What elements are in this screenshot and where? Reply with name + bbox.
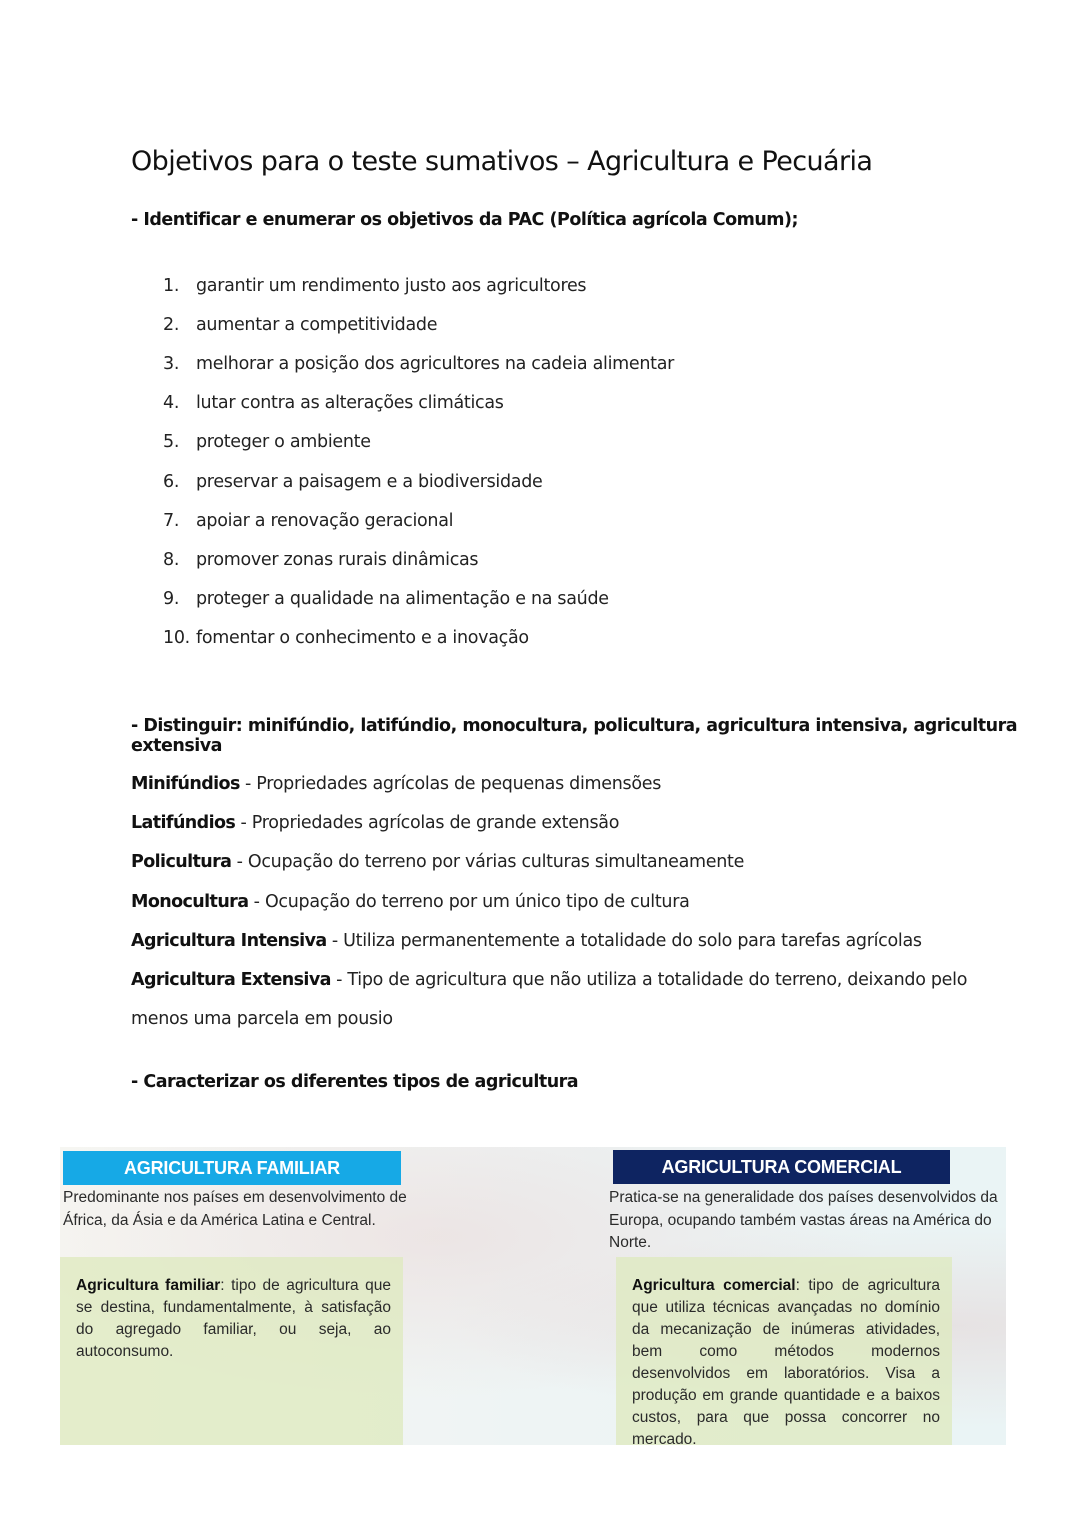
definition-text: - Propriedades agrícolas de grande extensão — [235, 813, 620, 834]
definition-text: - Ocupação do terreno por um único tipo de cultura — [248, 891, 690, 912]
distinguir-heading: - Distinguir: minifúndio, latifúndio, monocultura, policultura, agricultura intensiva, agricultura extensiva — [131, 716, 1018, 756]
definition-item — [131, 961, 1021, 1039]
item-text: promover zonas rurais dinâmicas — [196, 549, 479, 570]
pac-objectives-heading: - Identificar e enumerar os objetivos da PAC (Política agrícola Comum); — [131, 210, 799, 230]
item-text: apoiar a renovação geracional — [196, 510, 454, 531]
list-item — [163, 384, 674, 423]
item-number: 1. — [163, 275, 180, 296]
list-item — [163, 423, 674, 462]
item-text: garantir um rendimento justo aos agricultores — [196, 275, 587, 296]
list-item — [163, 580, 674, 619]
familiar-term: Agricultura familiar — [76, 1277, 221, 1294]
item-number: 7. — [163, 510, 180, 531]
definition-term: Latifúndios — [131, 813, 236, 834]
familiar-definition-box — [60, 1257, 403, 1445]
list-item — [163, 344, 674, 383]
familiar-subtitle: Predominante nos países em desenvolvimento de África, da Ásia e da América Latina e Central. — [63, 1189, 407, 1229]
familiar-definition: : tipo de agricultura que se destina, fundamentalmente, à satisfação do agregado familiar, ou seja, ao autoconsumo. — [76, 1277, 391, 1360]
definition-term: Agricultura Extensiva — [131, 970, 331, 991]
comercial-subtitle: Pratica-se na generalidade dos países desenvolvidos da Europa, ocupando também vastas áreas na América do Norte. — [609, 1189, 998, 1251]
definition-term: Monocultura — [131, 891, 249, 912]
definition-text: - Propriedades agrícolas de pequenas dimensões — [239, 774, 662, 794]
definitions-list — [131, 765, 1021, 1039]
familiar-header: AGRICULTURA FAMILIAR — [63, 1151, 401, 1185]
list-item — [163, 462, 674, 501]
definition-item — [131, 765, 1021, 804]
item-number: 6. — [163, 471, 180, 492]
definition-term: Minifúndios — [131, 774, 240, 794]
item-text: proteger o ambiente — [196, 432, 371, 453]
comercial-definition-box — [616, 1257, 952, 1448]
item-text: preservar a paisagem e a biodiversidade — [196, 471, 543, 492]
comercial-term: Agricultura comercial — [632, 1277, 796, 1294]
definition-text: - Tipo de agricultura que não utiliza a totalidade do terreno, deixando pelo menos uma parcela em pousio — [131, 970, 968, 1030]
item-text: aumentar a competitividade — [196, 314, 438, 335]
definition-item — [131, 883, 1021, 922]
item-number: 2. — [163, 314, 180, 335]
item-number: 9. — [163, 589, 180, 610]
item-number: 5. — [163, 432, 180, 453]
comercial-definition: : tipo de agricultura que utiliza técnicas avançadas no domínio da mecanização de inúmeras atividades, bem como métodos modernos desenvolvidos em laboratórios. Visa a produção em grande quantidade e a baixos custos, para que possa concorrer no mercado. — [632, 1277, 940, 1448]
definition-text: - Utiliza permanentemente a totalidade do solo para tarefas agrícolas — [326, 930, 922, 951]
pac-objectives-list — [163, 266, 674, 658]
definition-text: - Ocupação do terreno por várias culturas simultaneamente — [231, 852, 745, 873]
item-text: proteger a qualidade na alimentação e na saúde — [196, 589, 609, 610]
definition-item — [131, 843, 1021, 882]
item-number: 3. — [163, 353, 180, 374]
definition-term: Policultura — [131, 852, 232, 873]
caracterizar-heading: - Caracterizar os diferentes tipos de agricultura — [131, 1072, 579, 1092]
list-item — [163, 619, 674, 658]
page-title: Objetivos para o teste sumativos – Agricultura e Pecuária — [131, 146, 873, 178]
list-item — [163, 501, 674, 540]
agriculture-types-figure — [60, 1147, 1006, 1448]
item-text: lutar contra as alterações climáticas — [196, 393, 504, 414]
list-item — [163, 540, 674, 579]
item-text: melhorar a posição dos agricultores na cadeia alimentar — [196, 353, 675, 374]
item-number: 10. — [163, 628, 190, 649]
item-number: 8. — [163, 549, 180, 570]
list-item — [163, 305, 674, 344]
item-number: 4. — [163, 393, 180, 414]
definition-term: Agricultura Intensiva — [131, 930, 327, 951]
comercial-header: AGRICULTURA COMERCIAL — [613, 1150, 950, 1184]
definition-item — [131, 922, 1021, 961]
list-item — [163, 266, 674, 305]
item-text: fomentar o conhecimento e a inovação — [196, 628, 529, 649]
definition-item — [131, 804, 1021, 843]
